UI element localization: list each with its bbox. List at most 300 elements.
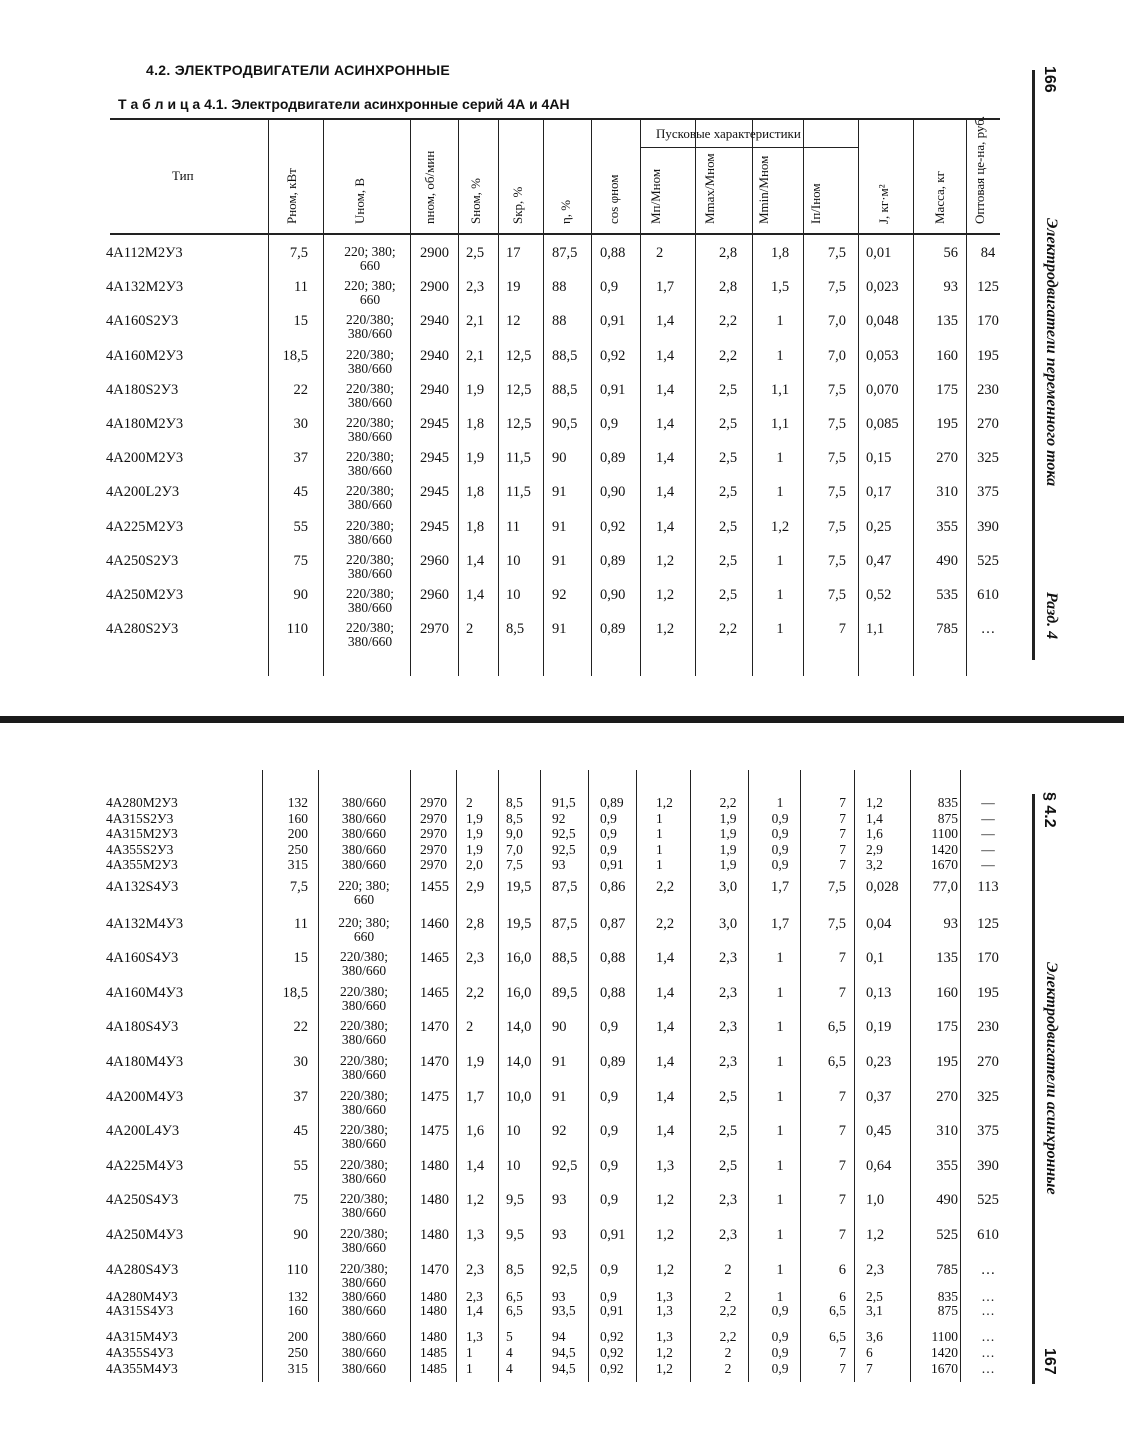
cell-u-line1: 220/380;	[339, 949, 388, 965]
cell-mass: 310	[936, 1123, 958, 1140]
cell-s: 1,9	[466, 826, 483, 841]
cell-type: 4А315S4У3	[106, 1303, 174, 1318]
cell-cos: 0,9	[600, 1088, 619, 1105]
cell-cos: 0,88	[600, 984, 626, 1001]
cell-price: 610	[977, 587, 999, 603]
cell-p: 11	[294, 279, 308, 296]
cell-mmax: 2,5	[718, 381, 738, 398]
col-divider-bottom-11	[854, 770, 855, 1382]
cell-u-line1: 220; 380;	[338, 914, 390, 930]
cell-p: 200	[287, 1329, 308, 1344]
cell-mmax: 2,3	[718, 1227, 738, 1243]
cell-price: 195	[977, 347, 999, 364]
cell-s: 2,5	[466, 245, 485, 261]
cell-skr: 8,5	[506, 810, 523, 826]
cell-n: 1480	[420, 1329, 447, 1344]
cell-j: 3,1	[866, 1303, 883, 1318]
cell-skr: 10,0	[506, 1088, 532, 1105]
cell-ip: 7	[838, 1157, 846, 1174]
cell-price: 230	[977, 1019, 999, 1036]
cell-s: 2,3	[466, 950, 485, 967]
cell-price: —	[981, 810, 995, 826]
cell-j: 0,47	[866, 552, 892, 569]
cell-cos: 0,91	[600, 1227, 626, 1243]
start-group-rule	[640, 147, 858, 148]
cell-s: 1,8	[466, 416, 485, 432]
cell-u-line1: 220/380;	[339, 983, 388, 999]
cell-cos: 0,89	[600, 450, 626, 467]
cell-eta: 88,5	[552, 950, 578, 967]
cell-skr: 12,5	[506, 381, 532, 398]
cell-mp: 1,4	[656, 313, 675, 330]
cell-u-line2: 380/660	[341, 963, 387, 979]
right-margin-rule-bottom	[1032, 794, 1035, 1384]
cell-ip: 7	[839, 1361, 846, 1376]
cell-mp: 1	[656, 826, 663, 841]
cell-j: 3,2	[866, 857, 883, 872]
cell-s: 1,9	[466, 450, 485, 467]
cell-mmax: 2,3	[718, 1192, 738, 1209]
cell-s: 2	[466, 795, 473, 810]
cell-p: 45	[293, 1123, 308, 1140]
cell-price: 113	[977, 879, 999, 895]
cell-mp: 1	[656, 841, 663, 857]
cell-mmin: 0,9	[771, 1329, 789, 1344]
cell-skr: 19,5	[506, 915, 532, 932]
cell-ip: 6	[838, 1261, 846, 1278]
cell-cos: 0,91	[600, 1303, 624, 1318]
cell-mass: 785	[936, 621, 958, 638]
cell-s: 1,8	[466, 484, 485, 501]
col-divider-top-12	[913, 120, 914, 676]
cell-skr: 19,5	[506, 879, 532, 895]
cell-type: 4А200М2У3	[106, 450, 184, 467]
cell-cos: 0,90	[600, 587, 626, 603]
cell-p: 160	[287, 1303, 308, 1318]
cell-cos: 0,90	[600, 484, 626, 501]
cell-p: 250	[287, 1345, 308, 1360]
cell-eta: 92	[552, 587, 567, 603]
cell-cos: 0,9	[600, 1289, 617, 1304]
cell-price: …	[980, 1261, 996, 1278]
cell-eta: 92,5	[552, 841, 576, 857]
cell-mmin: 1	[776, 1227, 784, 1243]
cell-type: 4А355S2У3	[106, 841, 174, 857]
cell-j: 0,048	[866, 313, 899, 330]
cell-n: 2940	[420, 313, 449, 330]
cell-mass: 535	[936, 587, 958, 603]
cell-p: 110	[286, 1261, 308, 1278]
cell-mmax: 1,9	[719, 810, 737, 826]
cell-type: 4А160М2У3	[106, 347, 184, 364]
header-p-nom: Pном, кВт	[284, 168, 299, 224]
cell-j: 0,15	[866, 450, 892, 467]
cell-mmin: 0,9	[771, 1361, 789, 1376]
cell-cos: 0,86	[600, 879, 626, 895]
cell-mmin: 1	[776, 313, 784, 330]
cell-mp: 1,4	[656, 1019, 675, 1036]
col-divider-top-3	[458, 120, 459, 676]
cell-mmax: 2	[724, 1345, 732, 1360]
cell-mp: 1,3	[656, 1289, 673, 1304]
cell-mp: 1,2	[656, 587, 675, 603]
cell-skr: 19	[506, 279, 521, 296]
cell-p: 37	[293, 1088, 308, 1105]
cell-mmin: 1	[776, 1157, 784, 1174]
header-start-group: Пусковые характеристики	[656, 126, 801, 141]
cell-j: 6	[866, 1345, 873, 1360]
cell-skr: 10	[506, 587, 521, 603]
cell-mmin: 1	[776, 1192, 784, 1209]
cell-u-line2: 660	[359, 258, 381, 273]
cell-u: 380/660	[341, 1303, 387, 1318]
cell-n: 2945	[420, 450, 449, 467]
table-caption: Т а б л и ц а 4.1. Электродвигатели асинхронные серий 4А и 4АН	[118, 96, 570, 112]
cell-mmax: 2	[724, 1361, 732, 1376]
cell-eta: 93	[552, 857, 566, 872]
cell-mp: 1,2	[656, 552, 675, 569]
cell-n: 1480	[420, 1227, 449, 1243]
cell-price: …	[981, 1345, 995, 1360]
cell-price: 390	[977, 518, 999, 535]
cell-mmax: 2,5	[718, 552, 738, 569]
cell-eta: 94	[552, 1329, 566, 1344]
cell-j: 0,37	[866, 1088, 892, 1105]
col-divider-bottom-2	[410, 770, 411, 1382]
cell-ip: 7	[838, 1088, 846, 1105]
cell-p: 37	[293, 450, 308, 467]
cell-price: 325	[977, 450, 999, 467]
cell-mmin: 0,9	[771, 1303, 789, 1318]
cell-skr: 4	[506, 1345, 513, 1360]
cell-mmax: 2,2	[719, 1329, 737, 1344]
cell-price: 125	[977, 915, 999, 932]
cell-u-line2: 380/660	[341, 1240, 387, 1255]
header-ip: Iп/Iном	[808, 183, 823, 224]
cell-type: 4А250М4У3	[106, 1227, 184, 1243]
cell-u-line2: 380/660	[341, 1170, 387, 1186]
col-divider-bottom-4	[498, 770, 499, 1382]
col-divider-top-7	[640, 120, 641, 676]
cell-u-line1: 220/380;	[345, 620, 394, 636]
cell-ip: 7,5	[827, 552, 846, 569]
cell-type: 4А355S4У3	[106, 1345, 174, 1360]
cell-u-line2: 380/660	[347, 326, 393, 342]
right-margin-rule	[1032, 70, 1035, 660]
cell-s: 2,0	[466, 857, 483, 872]
cell-mass: 56	[943, 245, 958, 261]
cell-mmin: 1	[776, 795, 784, 810]
cell-u-line1: 220/380;	[339, 1260, 388, 1276]
cell-mmax: 2,5	[718, 587, 738, 603]
cell-cos: 0,92	[600, 347, 626, 364]
cell-price: 375	[977, 1123, 999, 1140]
cell-cos: 0,89	[600, 552, 626, 569]
cell-s: 1,3	[466, 1329, 483, 1344]
cell-type: 4А225М4У3	[106, 1157, 184, 1174]
cell-type: 4А132М2У3	[106, 279, 184, 296]
cell-j: 0,1	[866, 950, 885, 967]
cell-s: 2,3	[466, 1289, 483, 1304]
cell-n: 2960	[420, 552, 449, 569]
cell-u-line1: 220/380;	[345, 380, 394, 396]
cell-n: 1475	[420, 1123, 449, 1140]
section-title: 4.2. ЭЛЕКТРОДВИГАТЕЛИ АСИНХРОННЫЕ	[146, 62, 451, 78]
cell-eta: 91	[552, 552, 567, 569]
cell-cos: 0,87	[600, 915, 626, 932]
cell-j: 2,5	[866, 1289, 883, 1304]
cell-mmax: 2,3	[718, 1054, 738, 1070]
cell-j: 0,52	[866, 587, 892, 603]
cell-mp: 1,3	[656, 1303, 673, 1318]
cell-p: 22	[293, 381, 308, 398]
cell-eta: 91	[552, 1088, 567, 1105]
cell-skr: 9,0	[506, 826, 523, 841]
cell-mass: 77,0	[932, 879, 958, 895]
cell-mmin: 0,9	[771, 841, 789, 857]
cell-j: 0,023	[866, 279, 899, 296]
cell-cos: 0,9	[600, 1261, 619, 1278]
col-divider-top-4	[498, 120, 499, 676]
cell-mmax: 2,8	[718, 279, 738, 296]
cell-mmax: 2,5	[718, 1123, 738, 1140]
cell-j: 0,053	[866, 347, 899, 364]
cell-mass: 1100	[931, 826, 958, 841]
cell-mmin: 1,5	[770, 279, 790, 296]
cell-p: 15	[293, 313, 308, 330]
cell-mmin: 1,7	[770, 879, 790, 895]
cell-price: …	[981, 1303, 995, 1318]
cell-j: 1,2	[866, 1227, 885, 1243]
cell-u-line2: 380/660	[347, 531, 393, 547]
header-bottom-rule	[110, 233, 1000, 235]
cell-s: 2,9	[466, 879, 485, 895]
cell-mmin: 1	[776, 450, 784, 467]
cell-type: 4А315М4У3	[106, 1329, 178, 1344]
cell-mp: 1,2	[656, 795, 673, 810]
cell-n: 2970	[420, 621, 449, 638]
cell-cos: 0,9	[600, 826, 617, 841]
cell-s: 1,3	[466, 1227, 485, 1243]
cell-mmax: 2,2	[719, 1303, 737, 1318]
cell-skr: 11,5	[506, 484, 531, 501]
cell-u-line2: 660	[359, 292, 381, 308]
cell-type: 4А180S2У3	[106, 381, 179, 398]
cell-p: 45	[293, 484, 308, 501]
cell-mmin: 1,7	[770, 915, 790, 932]
cell-mp: 1,3	[656, 1157, 675, 1174]
cell-type: 4А112М2У3	[106, 245, 183, 261]
cell-ip: 7	[838, 1192, 846, 1209]
cell-u-line1: 220/380;	[345, 312, 394, 328]
cell-mass: 175	[936, 1019, 958, 1036]
cell-mp: 1,4	[656, 984, 675, 1001]
cell-price: …	[981, 1361, 995, 1376]
cell-skr: 6,5	[506, 1303, 523, 1318]
cell-skr: 5	[506, 1329, 513, 1344]
cell-mmin: 1	[776, 1289, 784, 1304]
cell-mmin: 0,9	[771, 826, 789, 841]
cell-eta: 87,5	[552, 245, 578, 261]
cell-price: 195	[977, 984, 999, 1001]
cell-mass: 835	[937, 795, 958, 810]
cell-eta: 93	[552, 1227, 567, 1243]
cell-eta: 88	[552, 279, 567, 296]
cell-skr: 8,5	[506, 1261, 525, 1278]
cell-n: 1480	[420, 1303, 447, 1318]
cell-mmin: 1	[776, 587, 784, 603]
cell-u: 380/660	[341, 1329, 387, 1344]
cell-eta: 88,5	[552, 347, 578, 364]
header-mmax: Mmax/Mном	[702, 153, 717, 224]
cell-mass: 195	[936, 1054, 958, 1070]
cell-mmax: 2,2	[718, 347, 738, 364]
cell-skr: 7,5	[506, 857, 523, 872]
cell-u-line2: 660	[353, 892, 375, 907]
cell-u-line2: 380/660	[347, 600, 393, 615]
cell-u-line2: 380/660	[347, 429, 393, 444]
cell-type: 4А315М2У3	[106, 826, 178, 841]
cell-mmin: 0,9	[771, 1345, 789, 1360]
cell-mmax: 1,9	[719, 841, 737, 857]
cell-mass: 490	[936, 552, 958, 569]
cell-j: 1,1	[866, 621, 885, 638]
cell-u-line1: 220/380;	[339, 1122, 388, 1138]
cell-skr: 12,5	[506, 347, 532, 364]
cell-mp: 2,2	[656, 879, 675, 895]
cell-j: 2,3	[866, 1261, 885, 1278]
cell-eta: 88,5	[552, 381, 578, 398]
cell-u-line2: 380/660	[347, 360, 393, 376]
cell-s: 1,9	[466, 381, 485, 398]
cell-skr: 10	[506, 1123, 521, 1140]
cell-ip: 6,5	[827, 1019, 846, 1036]
cell-s: 1,6	[466, 1123, 485, 1140]
cell-mmax: 2,3	[718, 1019, 738, 1036]
cell-s: 1,4	[466, 587, 485, 603]
cell-cos: 0,92	[600, 1329, 624, 1344]
cell-p: 315	[287, 857, 308, 872]
cell-cos: 0,88	[600, 245, 626, 261]
cell-mass: 175	[936, 381, 958, 398]
cell-cos: 0,9	[600, 279, 619, 296]
cell-type: 4А280М2У3	[106, 795, 178, 810]
cell-type: 4А160М4У3	[106, 984, 184, 1001]
cell-u: 380/660	[341, 826, 387, 841]
cell-type: 4А200М4У3	[106, 1088, 184, 1105]
cell-mass: 160	[936, 347, 958, 364]
cell-cos: 0,92	[600, 518, 626, 535]
cell-n: 1480	[420, 1157, 449, 1174]
cell-mp: 1,4	[656, 484, 675, 501]
cell-mmax: 2	[724, 1261, 732, 1278]
cell-s: 2,1	[466, 313, 485, 330]
cell-eta: 91	[552, 484, 567, 501]
cell-skr: 10	[506, 552, 521, 569]
cell-n: 1455	[420, 879, 449, 895]
header-cos: cos φном	[606, 174, 621, 224]
cell-u: 380/660	[341, 795, 387, 810]
cell-s: 1,8	[466, 518, 485, 535]
cell-type: 4А180М4У3	[106, 1054, 184, 1070]
col-divider-top-6	[591, 120, 592, 676]
page-number-top: 166	[1041, 66, 1058, 93]
cell-mmax: 2,5	[718, 518, 738, 535]
cell-mp: 2,2	[656, 915, 675, 932]
cell-p: 132	[287, 1289, 308, 1304]
header-u-nom: Uном, В	[352, 178, 367, 224]
cell-eta: 92	[552, 1123, 567, 1140]
cell-n: 2900	[420, 245, 449, 261]
cell-skr: 10	[506, 1157, 521, 1174]
cell-p: 18,5	[282, 984, 308, 1001]
cell-price: 170	[977, 313, 999, 330]
cell-skr: 11,5	[506, 450, 531, 467]
cell-n: 1465	[420, 984, 449, 1001]
cell-p: 11	[294, 915, 308, 932]
cell-cos: 0,9	[600, 1019, 619, 1036]
cell-u-line2: 380/660	[341, 1101, 387, 1117]
cell-p: 22	[293, 1019, 308, 1036]
cell-price: 270	[977, 1054, 999, 1070]
cell-cos: 0,91	[600, 857, 624, 872]
cell-j: 1,2	[866, 795, 883, 810]
cell-mmin: 1,8	[770, 245, 790, 261]
cell-price: —	[981, 841, 995, 857]
header-j: J, кг·м²	[876, 184, 891, 224]
cell-ip: 6,5	[829, 1303, 846, 1318]
cell-skr: 12,5	[506, 416, 532, 432]
cell-mmax: 2,3	[718, 984, 738, 1001]
cell-eta: 93	[552, 1289, 566, 1304]
cell-mass: 270	[936, 450, 958, 467]
cell-type: 4А250S2У3	[106, 552, 179, 569]
cell-j: 0,45	[866, 1123, 892, 1140]
cell-ip: 7	[839, 810, 846, 826]
cell-eta: 89,5	[552, 984, 578, 1001]
col-divider-bottom-12	[910, 770, 911, 1382]
cell-mass: 93	[943, 279, 958, 296]
cell-j: 3,6	[866, 1329, 883, 1344]
cell-n: 2970	[420, 795, 447, 810]
cell-mp: 1,2	[656, 1261, 675, 1278]
cell-mp: 1,2	[656, 1227, 675, 1243]
cell-eta: 94,5	[552, 1345, 576, 1360]
cell-u-line1: 220; 380;	[344, 244, 396, 259]
cell-skr: 8,5	[506, 795, 523, 810]
cell-mass: 355	[936, 518, 958, 535]
cell-mmin: 1	[776, 1123, 784, 1140]
cell-price: …	[981, 1289, 995, 1304]
cell-price: —	[981, 795, 995, 810]
cell-eta: 91	[552, 518, 567, 535]
cell-type: 4А280S4У3	[106, 1261, 179, 1278]
cell-type: 4А280S2У3	[106, 621, 179, 638]
cell-mp: 1	[656, 857, 663, 872]
cell-eta: 93	[552, 1192, 567, 1209]
cell-skr: 7,0	[506, 841, 523, 857]
page-divider	[0, 716, 1124, 723]
cell-n: 1470	[420, 1261, 449, 1278]
cell-s: 2	[466, 621, 474, 638]
cell-j: 7	[866, 1361, 873, 1376]
cell-mmin: 1,2	[770, 518, 790, 535]
cell-s: 1,9	[466, 1054, 485, 1070]
cell-u-line1: 220/380;	[345, 346, 394, 362]
cell-ip: 7,5	[827, 381, 846, 398]
cell-p: 75	[293, 552, 308, 569]
cell-mp: 1	[656, 810, 663, 826]
